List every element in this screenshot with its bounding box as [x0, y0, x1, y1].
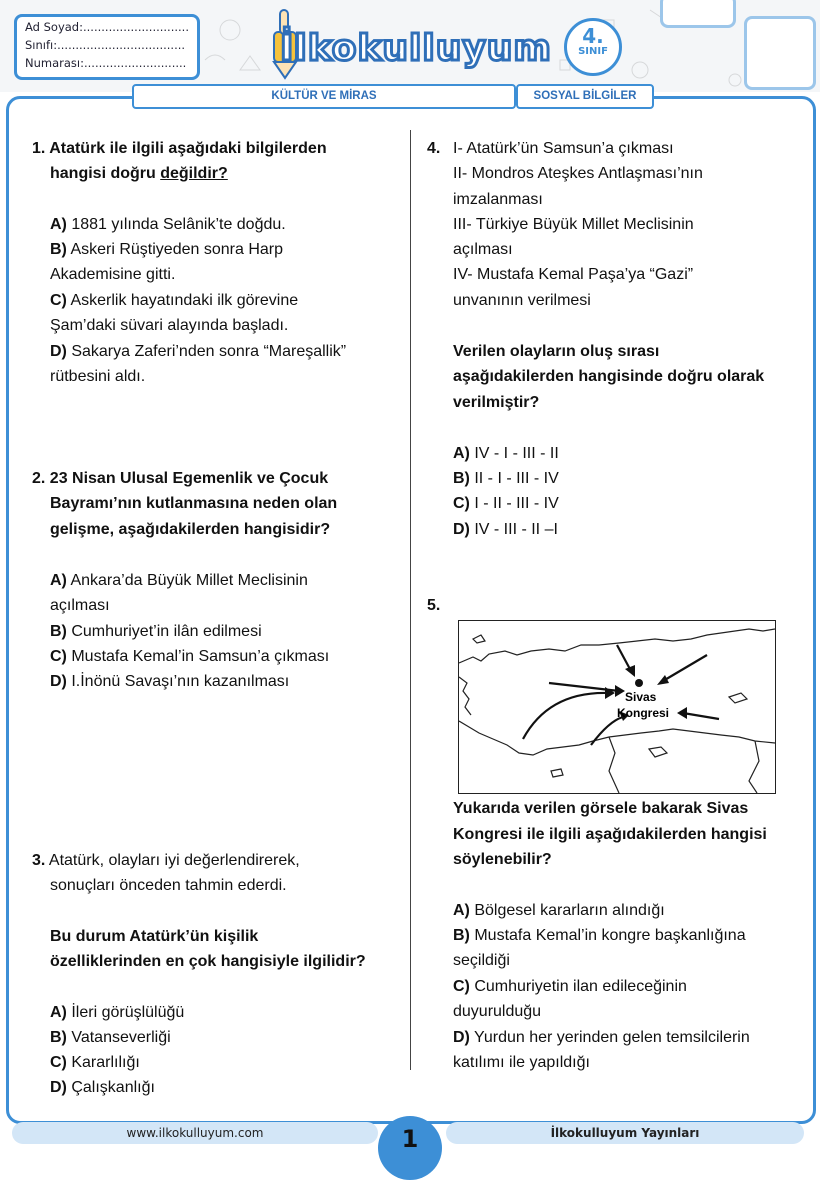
q1-stem-line1: 1. Atatürk ile ilgili aşağıdaki bilgilerden: [32, 140, 327, 157]
page-number: 1: [401, 1125, 419, 1153]
arrowhead-northeast: [657, 675, 669, 685]
q4-option-c[interactable]: C) I - II - III - IV: [453, 495, 559, 512]
arrowhead-north: [625, 665, 635, 677]
q4-number: 4.: [427, 140, 441, 157]
q4-item-iii-cont: açılması: [453, 241, 513, 258]
q3-stem-line1: 3. Atatürk, olayları iyi değerlendirerek,: [32, 852, 300, 869]
q4-item-iv: IV- Mustafa Kemal Paşa’ya “Gazi”: [453, 266, 694, 283]
q4-item-ii: II- Mondros Ateşkes Antlaşması’nın: [453, 165, 703, 182]
q4-option-a[interactable]: A) IV - I - III - II: [453, 445, 559, 462]
grade-number: 4.: [582, 24, 604, 48]
q1-option-b[interactable]: B) Askeri Rüştiyeden sonra Harp: [50, 241, 283, 258]
q3-ask-line2: özelliklerinden en çok hangisiyle ilgilidir?: [50, 953, 366, 970]
q3-option-b[interactable]: B) Vatanseverliği: [50, 1029, 171, 1046]
column-divider: [410, 130, 411, 1070]
q5-option-d[interactable]: D) Yurdun her yerinden gelen temsilcilerin: [453, 1029, 750, 1046]
q2-option-c[interactable]: C) Mustafa Kemal’in Samsun’a çıkması: [50, 648, 330, 665]
q4-ask-line2: aşağıdakilerden hangisinde doğru olarak: [453, 368, 765, 385]
q1-stem-line2: hangisi doğru değildir?: [50, 165, 228, 182]
brand-logo: [268, 6, 558, 80]
q4-option-b[interactable]: B) II - I - III - IV: [453, 470, 559, 487]
arrowhead-southwest: [605, 687, 615, 699]
q4-item-iii: III- Türkiye Büyük Millet Meclisinin: [453, 216, 694, 233]
q5-ask-line3: söylenebilir?: [453, 851, 552, 868]
q5-option-d-cont[interactable]: katılımı ile yapıldığı: [453, 1054, 590, 1071]
q4-ask-line3: verilmiştir?: [453, 394, 540, 411]
map-drawing: [459, 621, 775, 793]
score-box-small: [660, 0, 736, 28]
q4-option-d[interactable]: D) IV - III - II –I: [453, 521, 558, 538]
q1-option-a[interactable]: A) 1881 yılında Selânik’te doğdu.: [50, 216, 286, 233]
class-field[interactable]: Sınıfı:...................................: [25, 38, 186, 52]
q2-option-d[interactable]: D) I.İnönü Savaşı’nın kazanılması: [50, 673, 290, 690]
q4-item-i: I- Atatürk’ün Samsun’a çıkması: [453, 140, 674, 157]
student-info-box: [14, 14, 200, 80]
q3-option-d[interactable]: D) Çalışkanlığı: [50, 1079, 155, 1096]
q1-option-c[interactable]: C) Askerlik hayatındaki ilk görevine: [50, 292, 299, 309]
arrow-east: [683, 713, 719, 719]
q5-option-c-cont[interactable]: duyurulduğu: [453, 1003, 542, 1020]
q3-stem-line2: sonuçları önceden tahmin ederdi.: [50, 877, 287, 894]
subject-title: SOSYAL BİLGİLER: [516, 84, 654, 109]
q5-number: 5.: [427, 597, 441, 614]
q1-emphasis: değildir?: [160, 165, 228, 182]
arrow-southwest: [523, 693, 609, 739]
q2-option-a-cont[interactable]: açılması: [50, 597, 110, 614]
arrowhead-west: [615, 685, 625, 697]
q5-ask-line2: Kongresi ile ilgili aşağıdakilerden hangisi: [453, 826, 767, 843]
q3-option-c[interactable]: C) Kararlılığı: [50, 1054, 140, 1071]
footer-website[interactable]: www.ilkokulluyum.com: [12, 1122, 378, 1144]
q5-option-b[interactable]: B) Mustafa Kemal’in kongre başkanlığına: [453, 927, 746, 944]
topic-title: KÜLTÜR VE MİRAS: [132, 84, 516, 109]
map-south-coast: [459, 721, 775, 755]
q1-option-b-cont[interactable]: Akademisine gitti.: [50, 266, 176, 283]
q2-option-a[interactable]: A) Ankara’da Büyük Millet Meclisinin: [50, 572, 308, 589]
arrowhead-east: [677, 707, 687, 719]
logo-text: İlkokulluyum: [280, 28, 552, 69]
q5-ask-line1: Yukarıda verilen görsele bakarak Sivas: [453, 800, 749, 817]
q1-option-d-cont[interactable]: rütbesini aldı.: [50, 368, 146, 385]
q3-ask-line1: Bu durum Atatürk’ün kişilik: [50, 928, 259, 945]
q3-option-a[interactable]: A) İleri görüşlülüğü: [50, 1004, 185, 1021]
name-field[interactable]: Ad Soyad:.............................: [25, 20, 189, 34]
page-number-badge: [378, 1116, 442, 1180]
arrow-northeast: [663, 655, 707, 681]
turkey-map: [458, 620, 776, 794]
q5-option-a[interactable]: A) Bölgesel kararların alındığı: [453, 902, 665, 919]
q4-ask-line1: Verilen olayların oluş sırası: [453, 343, 660, 360]
q1-option-d[interactable]: D) Sakarya Zaferi’nden sonra “Mareşallik”: [50, 343, 347, 360]
q5-option-c[interactable]: C) Cumhuriyetin ilan edileceğinin: [453, 978, 687, 995]
map-label-sivas: Sivas: [625, 690, 657, 704]
footer-publisher: İlkokulluyum Yayınları: [446, 1122, 804, 1144]
grade-label: SINIF: [578, 46, 608, 57]
grade-badge: [564, 18, 622, 76]
sivas-dot: [635, 679, 643, 687]
q1-option-c-cont[interactable]: Şam’daki süvari alayında başladı.: [50, 317, 289, 334]
q4-item-iv-cont: unvanının verilmesi: [453, 292, 591, 309]
map-island-2: [729, 693, 747, 703]
map-small-island: [551, 769, 563, 777]
map-west-coast: [459, 677, 471, 715]
arrow-north: [617, 645, 631, 671]
map-southern-border: [609, 737, 619, 793]
map-island-1: [473, 635, 485, 643]
q2-option-b[interactable]: B) Cumhuriyet’in ilân edilmesi: [50, 623, 262, 640]
q2-stem-line1: 2. 23 Nisan Ulusal Egemenlik ve Çocuk: [32, 470, 329, 487]
score-box: [744, 16, 816, 90]
number-field[interactable]: Numarası:............................: [25, 56, 187, 70]
q5-option-b-cont[interactable]: seçildiği: [453, 952, 510, 969]
q2-stem-line3: gelişme, aşağıdakilerden hangisidir?: [50, 521, 331, 538]
map-inner-lake: [649, 747, 667, 757]
q2-stem-line2: Bayramı’nın kutlanmasına neden olan: [50, 495, 338, 512]
map-east-border: [749, 741, 759, 793]
map-label-kongresi: Kongresi: [617, 706, 670, 720]
q4-item-ii-cont: imzalanması: [453, 191, 543, 208]
